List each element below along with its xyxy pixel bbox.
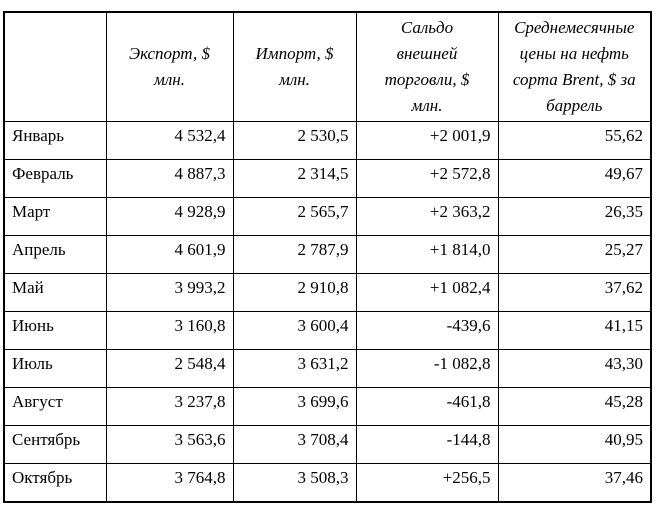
- balance-cell: +2 363,2: [356, 198, 498, 236]
- import-cell: 2 530,5: [233, 122, 356, 160]
- month-cell: Февраль: [4, 160, 106, 198]
- export-header-cell: Экспорт, $ млн.: [106, 12, 233, 122]
- balance-cell: -1 082,8: [356, 350, 498, 388]
- table-row-october: [4, 464, 651, 502]
- balance-cell: +2 001,9: [356, 122, 498, 160]
- import-cell: 3 708,4: [233, 426, 356, 464]
- brent-cell: 25,27: [498, 236, 651, 274]
- brent-cell: 45,28: [498, 388, 651, 426]
- import-cell: 3 600,4: [233, 312, 356, 350]
- brent-cell: 26,35: [498, 198, 651, 236]
- export-cell: 3 237,8: [106, 388, 233, 426]
- brent-cell: 41,15: [498, 312, 651, 350]
- brent-cell: 37,46: [498, 464, 651, 502]
- export-cell: 4 887,3: [106, 160, 233, 198]
- header-row: [4, 12, 651, 122]
- month-cell: Сентябрь: [4, 426, 106, 464]
- brent-cell: 40,95: [498, 426, 651, 464]
- month-cell: Январь: [4, 122, 106, 160]
- empty-header-cell: [4, 12, 106, 122]
- import-cell: 2 565,7: [233, 198, 356, 236]
- balance-cell: -144,8: [356, 426, 498, 464]
- month-cell: Март: [4, 198, 106, 236]
- month-cell: Май: [4, 274, 106, 312]
- brent-cell: 43,30: [498, 350, 651, 388]
- month-cell: Июль: [4, 350, 106, 388]
- month-cell: Октябрь: [4, 464, 106, 502]
- brent-cell: 37,62: [498, 274, 651, 312]
- table-row-february: [4, 160, 651, 198]
- import-header-cell: Импорт, $ млн.: [233, 12, 356, 122]
- balance-header-cell: Сальдо внешней торговли, $ млн.: [356, 12, 498, 122]
- import-cell: 3 508,3: [233, 464, 356, 502]
- month-cell: Апрель: [4, 236, 106, 274]
- export-cell: 4 532,4: [106, 122, 233, 160]
- export-cell: 3 160,8: [106, 312, 233, 350]
- table-row-july: [4, 350, 651, 388]
- export-cell: 4 928,9: [106, 198, 233, 236]
- table-row-march: [4, 198, 651, 236]
- balance-cell: +1 082,4: [356, 274, 498, 312]
- balance-cell: +256,5: [356, 464, 498, 502]
- table-row-september: [4, 426, 651, 464]
- import-cell: 2 910,8: [233, 274, 356, 312]
- balance-cell: -461,8: [356, 388, 498, 426]
- table-row-may: [4, 274, 651, 312]
- import-cell: 2 314,5: [233, 160, 356, 198]
- month-cell: Август: [4, 388, 106, 426]
- export-cell: 3 563,6: [106, 426, 233, 464]
- table-row-april: [4, 236, 651, 274]
- trade-statistics-table: [3, 11, 652, 503]
- balance-cell: +1 814,0: [356, 236, 498, 274]
- import-cell: 3 631,2: [233, 350, 356, 388]
- export-cell: 3 993,2: [106, 274, 233, 312]
- month-cell: Июнь: [4, 312, 106, 350]
- brent-header-cell: Среднемесячные цены на нефть сорта Brent, $ за баррель: [498, 12, 651, 122]
- table-row-august: [4, 388, 651, 426]
- import-cell: 3 699,6: [233, 388, 356, 426]
- balance-cell: -439,6: [356, 312, 498, 350]
- export-cell: 4 601,9: [106, 236, 233, 274]
- balance-cell: +2 572,8: [356, 160, 498, 198]
- table-row-june: [4, 312, 651, 350]
- table-row-january: [4, 122, 651, 160]
- import-cell: 2 787,9: [233, 236, 356, 274]
- export-cell: 3 764,8: [106, 464, 233, 502]
- brent-cell: 49,67: [498, 160, 651, 198]
- table-body: [4, 122, 651, 502]
- export-cell: 2 548,4: [106, 350, 233, 388]
- brent-cell: 55,62: [498, 122, 651, 160]
